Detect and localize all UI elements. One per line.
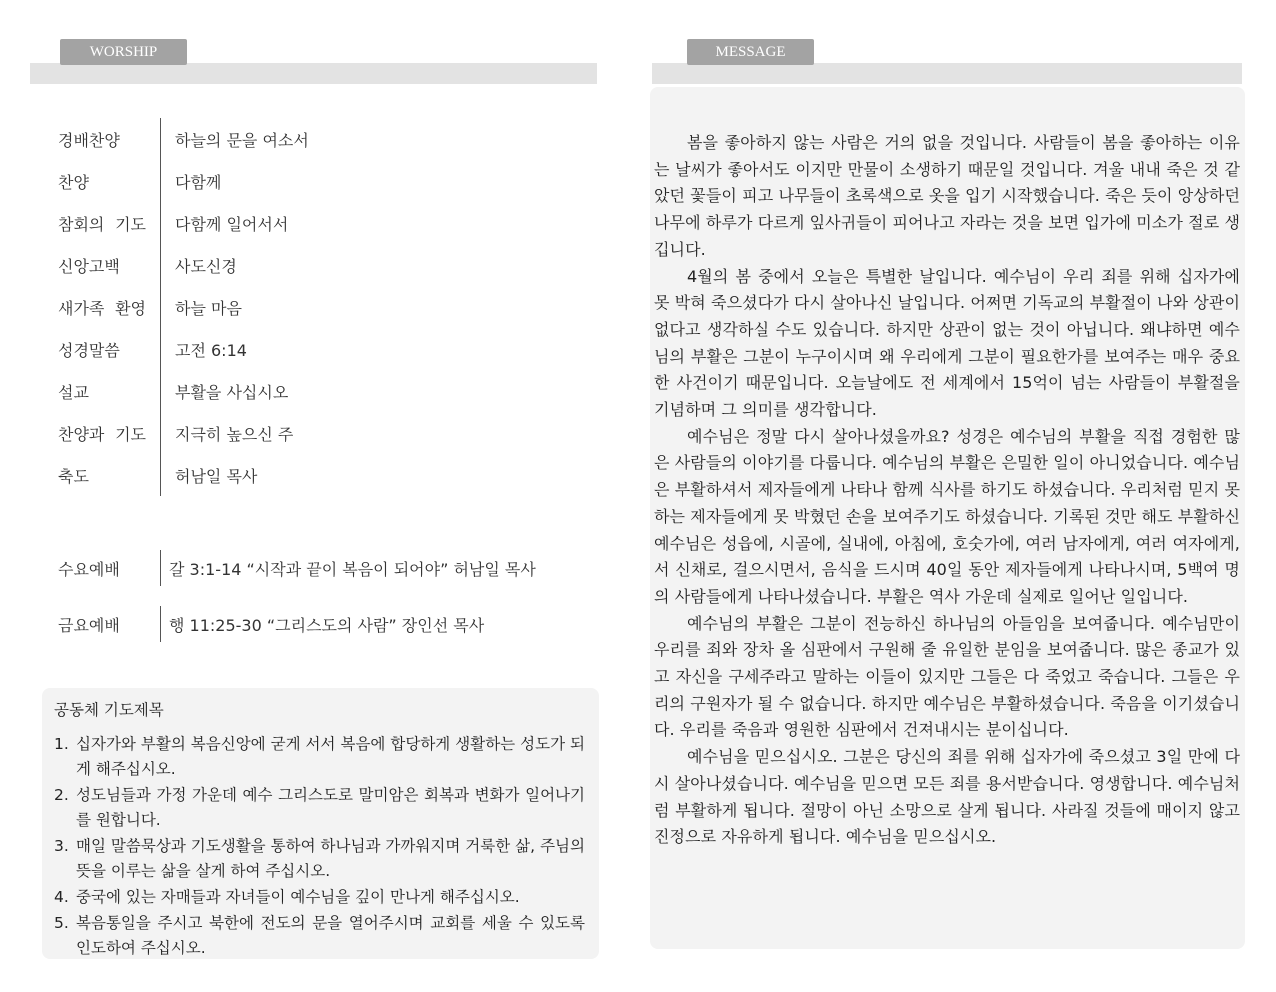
prayer-item-text: 매일 말씀묵상과 기도생활을 통하여 하나님과 가까워지며 거룩한 삶, 주님의 뜻을 이루는 삶을 살게 하여 주십시오. bbox=[76, 837, 585, 880]
order-value: 지극히 높으신 주 bbox=[175, 424, 294, 444]
order-label: 찬양 bbox=[58, 172, 89, 192]
prayer-item-number: 2. bbox=[54, 786, 69, 804]
prayer-topics-list bbox=[54, 732, 585, 961]
message-body bbox=[654, 130, 1240, 851]
message-paragraph: 예수님을 믿으십시오. 그분은 당신의 죄를 위해 십자가에 죽으셨고 3일 만에 다시 살아나셨습니다. 예수님을 믿으면 모든 죄를 용서받습니다. 영생합니다. 예수님처럼 부활하게 됩니다. 절망이 아닌 소망으로 살게 됩니다. 사라질 것들에 매이지 않고 진정으로 자유하게 됩니다. 예수님을 믿으십시오. bbox=[654, 747, 1240, 847]
service-value: 갈 3:1-14 “시작과 끝이 복음이 되어야” 허남일 목사 bbox=[169, 559, 536, 579]
message-paragraph: 4월의 봄 중에서 오늘은 특별한 날입니다. 예수님이 우리 죄를 위해 십자가에 못 박혀 죽으셨다가 다시 살아나신 날입니다. 어쩌면 기독교의 부활절이 나와 상관이 없다고 생각하실 수도 있습니다. 하지만 상관이 없는 것이 아닙니다. 왜냐하면 예수님의 부활은 그분이 누구이시며 왜 우리에게 그분이 필요한가를 보여주는 매우 중요한 사건이기 때문입니다. 오늘날에도 전 세계에서 15억이 넘는 사람들이 부활절을 기념하며 그 의미를 생각합니다. bbox=[654, 266, 1240, 420]
order-label: 찬양과 기도 bbox=[58, 424, 146, 444]
prayer-item bbox=[54, 783, 585, 833]
order-row bbox=[58, 244, 598, 286]
order-label: 경배찬양 bbox=[58, 130, 120, 150]
message-header-bar bbox=[652, 63, 1242, 84]
message-paragraph: 봄을 좋아하지 않는 사람은 거의 없을 것입니다. 사람들이 봄을 좋아하는 이유는 날씨가 좋아서도 이지만 만물이 소생하기 때문일 것입니다. 겨울 내내 죽은 것 같았던 꽃들이 피고 나무들이 초록색으로 옷을 입기 시작했습니다. 죽은 듯이 앙상하던 나무에 하루가 다르게 잎사귀들이 피어나고 자라는 것을 보면 입가에 미소가 절로 생깁니다. bbox=[654, 133, 1240, 259]
prayer-item-number: 5. bbox=[54, 914, 69, 932]
order-label: 축도 bbox=[58, 466, 89, 486]
order-value: 고전 6:14 bbox=[175, 340, 247, 360]
order-value: 다함께 일어서서 bbox=[175, 214, 289, 234]
prayer-topics-box bbox=[42, 688, 599, 959]
order-value: 하늘 마음 bbox=[175, 298, 242, 318]
order-value: 부활을 사십시오 bbox=[175, 382, 289, 402]
order-label: 설교 bbox=[58, 382, 89, 402]
order-row bbox=[58, 328, 598, 370]
prayer-item-text: 복음통일을 주시고 북한에 전도의 문을 열어주시며 교회를 세울 수 있도록 인도하여 주십시오. bbox=[76, 914, 585, 957]
order-row bbox=[58, 118, 598, 160]
prayer-item bbox=[54, 911, 585, 961]
order-label: 성경말씀 bbox=[58, 340, 120, 360]
service-label: 금요예배 bbox=[58, 615, 120, 635]
service-value: 행 11:25-30 “그리스도의 사람” 장인선 목사 bbox=[169, 615, 485, 635]
wednesday-service bbox=[58, 550, 598, 586]
order-value: 허남일 목사 bbox=[175, 466, 258, 486]
order-row bbox=[58, 160, 598, 202]
prayer-item-text: 성도님들과 가정 가운데 예수 그리스도로 말미암은 회복과 변화가 일어나기를 원합니다. bbox=[76, 786, 585, 829]
order-value: 하늘의 문을 여소서 bbox=[175, 130, 309, 150]
order-value: 다함께 bbox=[175, 172, 222, 192]
order-row bbox=[58, 454, 598, 496]
order-label: 새가족 환영 bbox=[58, 298, 146, 318]
friday-service bbox=[58, 606, 598, 642]
order-row bbox=[58, 412, 598, 454]
prayer-item-text: 십자가와 부활의 복음신앙에 굳게 서서 복음에 합당하게 생활하는 성도가 되게 해주십시오. bbox=[76, 735, 585, 778]
message-paragraph: 예수님은 정말 다시 살아나셨을까요? 성경은 예수님의 부활을 직접 경험한 많은 사람들의 이야기를 다룹니다. 예수님의 부활은 은밀한 일이 아니었습니다. 예수님은 부활하셔서 제자들에게 나타나 함께 식사를 하기도 하셨습니다. 우리처럼 믿지 못하는 제자들에게 못 박혔던 손을 보여주기도 하셨습니다. 기록된 것만 해도 부활하신 예수님은 성읍에, 시골에, 실내에, 아침에, 호숫가에, 여러 남자에게, 여러 여자에게, 서 신채로, 걸으시면서, 음식을 드시며 40일 동안 제자들에게 나타나시며, 5백여 명의 사람들에게 나타나셨습니다. 부활은 역사 가운데 실제로 일어난 일입니다. bbox=[654, 426, 1240, 606]
order-label: 참회의 기도 bbox=[58, 214, 146, 234]
order-row bbox=[58, 370, 598, 412]
prayer-item bbox=[54, 885, 585, 910]
worship-order bbox=[58, 118, 598, 496]
order-row bbox=[58, 202, 598, 244]
prayer-item-text: 중국에 있는 자매들과 자녀들이 예수님을 깊이 만나게 해주십시오. bbox=[76, 888, 520, 906]
service-label: 수요예배 bbox=[58, 559, 120, 579]
message-tab: MESSAGE bbox=[687, 39, 814, 65]
worship-header-bar bbox=[30, 63, 597, 84]
prayer-item bbox=[54, 732, 585, 782]
order-label: 신앙고백 bbox=[58, 256, 120, 276]
order-row bbox=[58, 286, 598, 328]
prayer-topics-title: 공동체 기도제목 bbox=[54, 701, 164, 719]
prayer-item-number: 3. bbox=[54, 837, 69, 855]
prayer-item bbox=[54, 834, 585, 884]
order-value: 사도신경 bbox=[175, 256, 237, 276]
worship-tab: WORSHIP bbox=[60, 39, 187, 65]
message-paragraph: 예수님의 부활은 그분이 전능하신 하나님의 아들임을 보여줍니다. 예수님만이 우리를 죄와 장차 올 심판에서 구원해 줄 유일한 분임을 보여줍니다. 많은 종교가 있고 자신을 구세주라고 말하는 이들이 있지만 그들은 다 죽었고 죽습니다. 그들은 우리의 구원자가 될 수 없습니다. 하지만 예수님은 부활하셨습니다. 죽음을 이기셨습니다. 우리를 죽음과 영원한 심판에서 건져내시는 분이십니다. bbox=[654, 613, 1241, 740]
prayer-item-number: 1. bbox=[54, 735, 69, 753]
prayer-item-number: 4. bbox=[54, 888, 69, 906]
